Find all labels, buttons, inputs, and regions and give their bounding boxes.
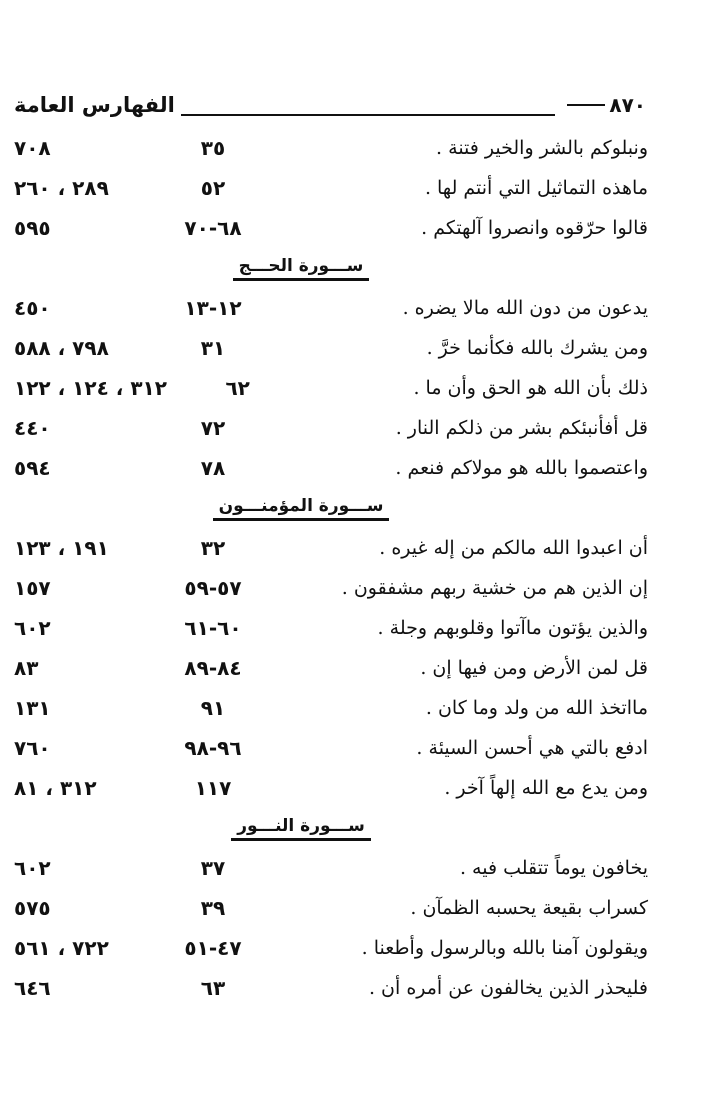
ayah-number: ٧٢: [200, 416, 226, 440]
ayah-number: ٦٣: [200, 976, 226, 1000]
index-row: [14, 568, 648, 608]
page-title: الفهارس العامة: [14, 93, 175, 117]
verse-text: أن اعبدوا الله مالكم من إله غيره .: [379, 537, 648, 559]
page-refs: ١٥٧: [14, 576, 51, 600]
verse-text: والذين يؤتون ماآتوا وقلوبهم وجلة .: [377, 617, 648, 639]
page-refs: ٧٦٠: [14, 736, 51, 760]
page-refs: ٣١٢ ، ٨١: [14, 776, 97, 800]
index-row: [14, 408, 648, 448]
ayah-number: ٣٥: [200, 136, 226, 160]
page-refs: ٦٠٢: [14, 616, 51, 640]
verse-text: يدعون من دون الله مالا يضره .: [402, 297, 648, 319]
ayah-number: ٣٧: [200, 856, 226, 880]
page-refs: ٤٥٠: [14, 296, 51, 320]
ayah-number: ٧٨: [200, 456, 226, 480]
index-row: [14, 608, 648, 648]
index-row: [14, 328, 648, 368]
verse-text: ومن يشرك بالله فكأنما خرَّ .: [426, 337, 648, 359]
index-row: [14, 448, 648, 488]
index-row: [14, 888, 648, 928]
surah-heading-muminun: [14, 488, 648, 528]
page-header: [14, 88, 646, 122]
index-row: [14, 848, 648, 888]
ayah-number: ٨٤-٨٩: [184, 656, 242, 680]
page-refs: ٧٢٢ ، ٥٦١: [14, 936, 109, 960]
index-row: [14, 968, 648, 1008]
index-row: [14, 528, 648, 568]
index-row: [14, 208, 648, 248]
verse-text: إن الذين هم من خشية ربهم مشفقون .: [341, 577, 648, 599]
ayah-number: ٦٨-٧٠: [184, 216, 242, 240]
index-row: [14, 768, 648, 808]
page-refs: ٧٩٨ ، ٥٨٨: [14, 336, 109, 360]
page-refs: ٢٨٩ ، ٢٦٠: [14, 176, 109, 200]
index-row: [14, 128, 648, 168]
verse-text: قل لمن الأرض ومن فيها إن .: [420, 657, 648, 679]
ayah-number: ٩١: [200, 696, 226, 720]
index-row: [14, 168, 648, 208]
ayah-number: ٩٦-٩٨: [184, 736, 242, 760]
page-refs: ٧٠٨: [14, 136, 51, 160]
index-row: [14, 288, 648, 328]
surah-title: ســـورة المؤمنـــون: [213, 496, 390, 521]
verse-text: قالوا حرّقوه وانصروا آلهتكم .: [421, 217, 648, 239]
page-refs: ٥٩٥: [14, 216, 51, 240]
page-number: ٨٧٠: [609, 93, 646, 117]
ayah-number: ١١٧: [194, 776, 232, 800]
ayah-number: ٤٧-٥١: [184, 936, 242, 960]
page-refs: ٦٠٢: [14, 856, 51, 880]
surah-heading-hajj: [14, 248, 648, 288]
verse-text: ونبلوكم بالشر والخير فتنة .: [436, 137, 648, 159]
ayah-number: ٦٠-٦١: [184, 616, 242, 640]
surah-title: ســـورة النـــور: [231, 816, 371, 841]
page-refs: ٤٤٠: [14, 416, 51, 440]
header-rule: [181, 114, 555, 116]
index-row: [14, 928, 648, 968]
page-refs: ٦٤٦: [14, 976, 51, 1000]
ayah-number: ٣١: [200, 336, 226, 360]
page-refs: ٨٣: [14, 656, 39, 680]
ayah-number: ٣٩: [200, 896, 226, 920]
ayah-number: ١٢-١٣: [184, 296, 242, 320]
index-row: [14, 688, 648, 728]
page-refs: ٥٩٤: [14, 456, 51, 480]
header-dash: [567, 104, 605, 106]
verse-text: مااتخذ الله من ولد وما كان .: [425, 697, 648, 719]
surah-title: ســـورة الحـــج: [233, 256, 370, 281]
verse-text: واعتصموا بالله هو مولاكم فنعم .: [395, 457, 648, 479]
verse-text: ادفع بالتي هي أحسن السيئة .: [416, 737, 648, 759]
page-refs: ١٩١ ، ١٢٣: [14, 536, 109, 560]
verse-text: ومن يدع مع الله إلهاً آخر .: [444, 777, 648, 799]
verse-text: ويقولون آمنا بالله وبالرسول وأطعنا .: [361, 937, 648, 959]
page-refs: ١٣١: [14, 696, 51, 720]
index-table: [14, 128, 648, 1008]
verse-text: ماهذه التماثيل التي أنتم لها .: [424, 177, 648, 199]
ayah-number: ٣٢: [200, 536, 226, 560]
index-row: [14, 728, 648, 768]
surah-heading-nur: [14, 808, 648, 848]
index-row: [14, 648, 648, 688]
ayah-number: ٦٢: [225, 376, 250, 400]
verse-text: ذلك بأن الله هو الحق وأن ما .: [413, 377, 648, 399]
page-refs: ٣١٢ ، ١٢٤ ، ١٢٢: [14, 376, 167, 400]
verse-text: قل أفأنبئكم بشر من ذلكم النار .: [395, 417, 648, 439]
index-row: [14, 368, 648, 408]
ayah-number: ٥٧-٥٩: [184, 576, 242, 600]
verse-text: كسراب بقيعة يحسبه الظمآن .: [410, 897, 648, 919]
verse-text: فليحذر الذين يخالفون عن أمره أن .: [368, 977, 648, 999]
page-refs: ٥٧٥: [14, 896, 51, 920]
verse-text: يخافون يوماً تتقلب فيه .: [459, 857, 648, 879]
ayah-number: ٥٢: [200, 176, 226, 200]
